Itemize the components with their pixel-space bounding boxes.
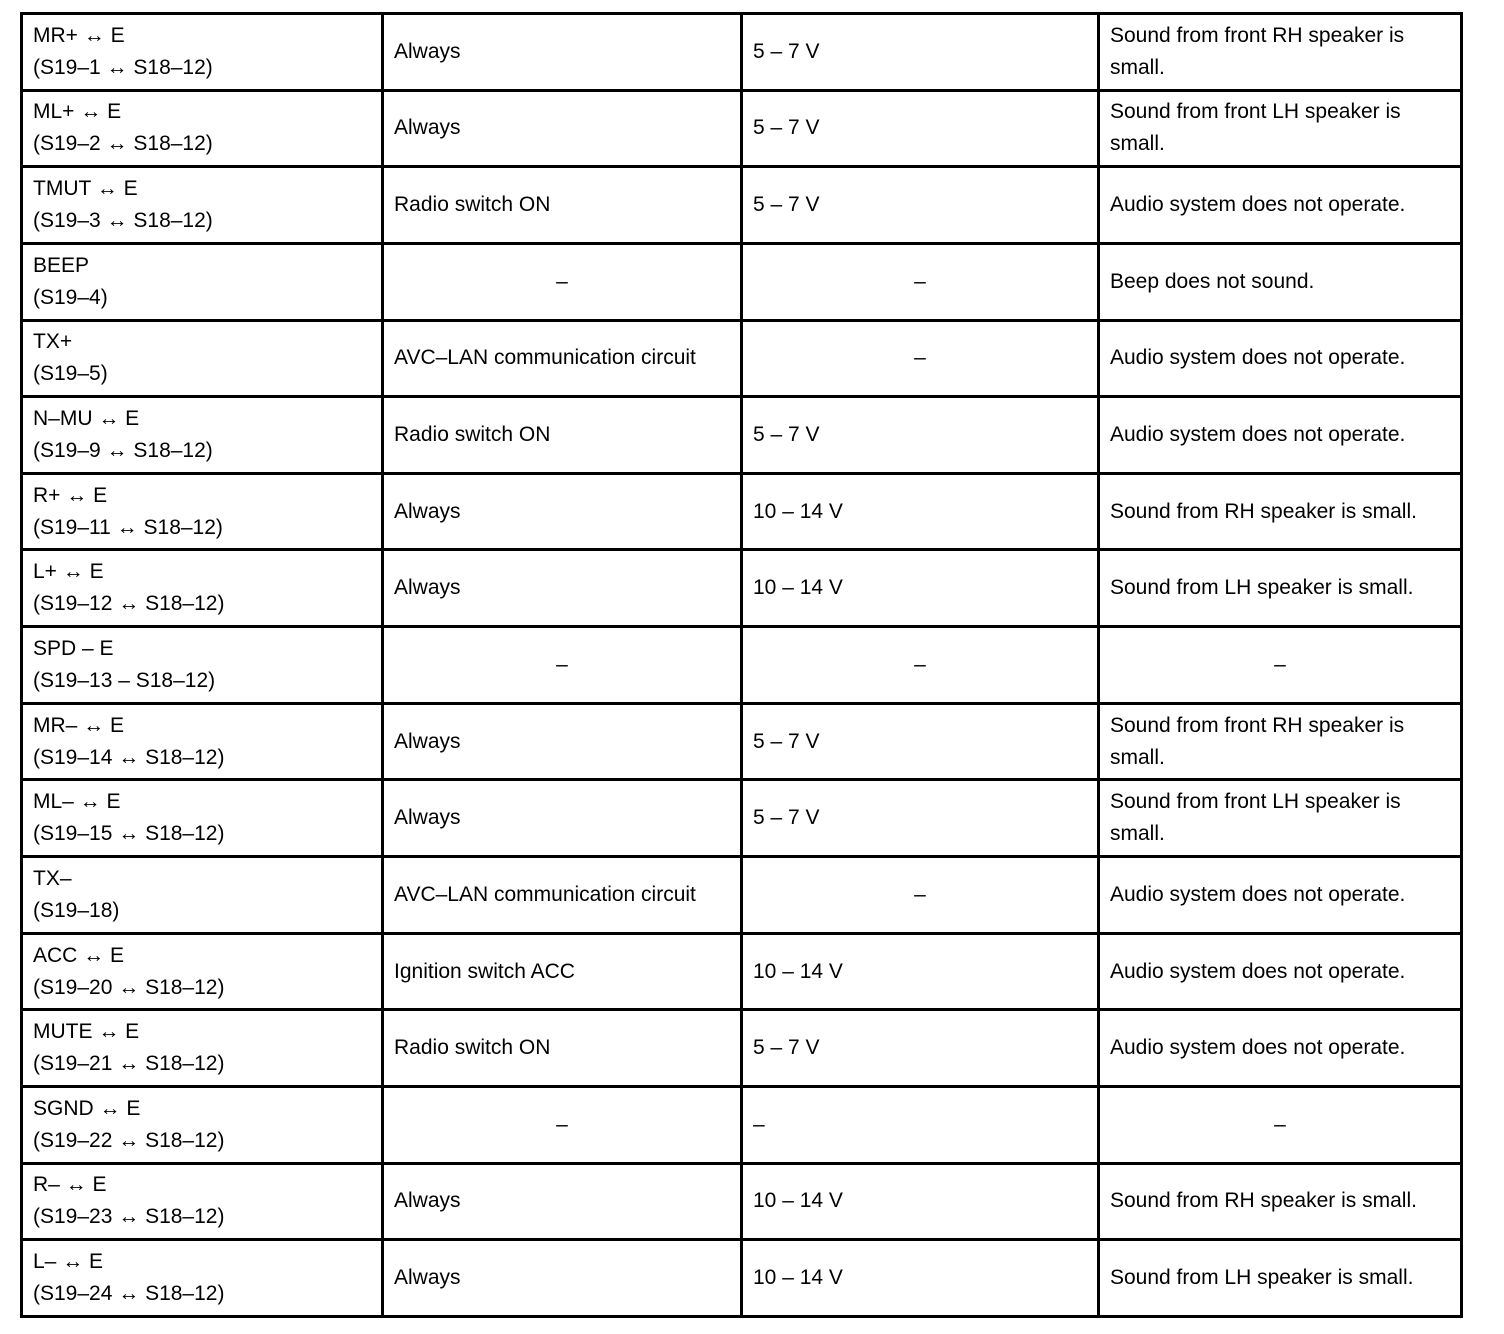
spec-cell: – <box>742 243 1099 320</box>
terminal-cell <box>22 473 383 550</box>
condition-cell: – <box>383 1086 742 1163</box>
symptom-cell: Audio system does not operate. <box>1099 320 1462 397</box>
condition-cell: Always <box>383 90 742 167</box>
symptom-cell: Sound from RH speaker is small. <box>1099 473 1462 550</box>
table-row <box>22 627 1462 704</box>
terminal-pins: (S19–23 ↔ S18–12) <box>33 1205 225 1229</box>
terminal-cell <box>22 550 383 627</box>
terminal-name: MR– ↔ E <box>33 713 125 737</box>
terminal-cell <box>22 933 383 1010</box>
table-row <box>22 1163 1462 1240</box>
symptom-cell: Sound from LH speaker is small. <box>1099 550 1462 627</box>
condition-cell: Always <box>383 780 742 857</box>
table-row <box>22 243 1462 320</box>
spec-cell: 5 – 7 V <box>742 1010 1099 1087</box>
terminal-cell <box>22 14 383 91</box>
terminal-name: SPD – E <box>33 636 114 660</box>
terminal-cell <box>22 397 383 474</box>
symptom-cell: Sound from front LH speaker is small. <box>1099 90 1462 167</box>
symptom-cell: Audio system does not operate. <box>1099 933 1462 1010</box>
symptom-cell: Sound from front RH speaker is small. <box>1099 14 1462 91</box>
terminal-pins: (S19–5) <box>33 362 108 386</box>
terminal-cell <box>22 1010 383 1087</box>
spec-cell: – <box>742 627 1099 704</box>
terminal-name: SGND ↔ E <box>33 1096 141 1120</box>
spec-cell: – <box>742 857 1099 934</box>
condition-cell: AVC–LAN communication circuit <box>383 320 742 397</box>
terminal-cell <box>22 90 383 167</box>
condition-cell: – <box>383 243 742 320</box>
terminal-name: TX– <box>33 866 72 890</box>
symptom-cell: Audio system does not operate. <box>1099 167 1462 244</box>
spec-cell: 5 – 7 V <box>742 90 1099 167</box>
terminal-cell <box>22 320 383 397</box>
terminal-name: R+ ↔ E <box>33 483 108 507</box>
terminal-name: TMUT ↔ E <box>33 177 138 201</box>
terminal-cell <box>22 243 383 320</box>
table-row <box>22 320 1462 397</box>
condition-cell: Radio switch ON <box>383 167 742 244</box>
terminal-pins: (S19–15 ↔ S18–12) <box>33 822 225 846</box>
terminal-spec-table <box>20 12 1463 1318</box>
table-row <box>22 1086 1462 1163</box>
table-row <box>22 473 1462 550</box>
condition-cell: Ignition switch ACC <box>383 933 742 1010</box>
condition-cell: Always <box>383 14 742 91</box>
spec-cell: 5 – 7 V <box>742 167 1099 244</box>
table-row <box>22 90 1462 167</box>
spec-cell: 10 – 14 V <box>742 1163 1099 1240</box>
symptom-cell: Audio system does not operate. <box>1099 857 1462 934</box>
symptom-cell: – <box>1099 1086 1462 1163</box>
terminal-pins: (S19–1 ↔ S18–12) <box>33 55 213 79</box>
terminal-name: MUTE ↔ E <box>33 1020 140 1044</box>
terminal-pins: (S19–3 ↔ S18–12) <box>33 209 213 233</box>
spec-cell: 5 – 7 V <box>742 780 1099 857</box>
table-row <box>22 703 1462 780</box>
condition-cell: Always <box>383 703 742 780</box>
table-body <box>22 14 1462 1317</box>
symptom-cell: Audio system does not operate. <box>1099 1010 1462 1087</box>
terminal-name: MR+ ↔ E <box>33 23 125 47</box>
spec-cell: 10 – 14 V <box>742 550 1099 627</box>
condition-cell: Radio switch ON <box>383 1010 742 1087</box>
condition-cell: Always <box>383 473 742 550</box>
table-row <box>22 167 1462 244</box>
terminal-pins: (S19–21 ↔ S18–12) <box>33 1052 225 1076</box>
condition-cell: AVC–LAN communication circuit <box>383 857 742 934</box>
condition-cell: – <box>383 627 742 704</box>
table-row <box>22 933 1462 1010</box>
terminal-pins: (S19–18) <box>33 898 120 922</box>
spec-cell: 5 – 7 V <box>742 397 1099 474</box>
table-row <box>22 1240 1462 1317</box>
terminal-cell <box>22 703 383 780</box>
terminal-name: R– ↔ E <box>33 1173 107 1197</box>
table-row <box>22 780 1462 857</box>
terminal-name: N–MU ↔ E <box>33 407 140 431</box>
terminal-pins: (S19–13 – S18–12) <box>33 668 216 692</box>
terminal-name: L– ↔ E <box>33 1250 104 1274</box>
spec-cell: 5 – 7 V <box>742 703 1099 780</box>
terminal-name: BEEP <box>33 253 90 277</box>
terminal-cell <box>22 167 383 244</box>
symptom-cell: Sound from RH speaker is small. <box>1099 1163 1462 1240</box>
symptom-cell: Sound from front LH speaker is small. <box>1099 780 1462 857</box>
terminal-pins: (S19–20 ↔ S18–12) <box>33 975 225 999</box>
terminal-name: ML+ ↔ E <box>33 100 122 124</box>
spec-cell: 10 – 14 V <box>742 473 1099 550</box>
table-row <box>22 14 1462 91</box>
symptom-cell: Beep does not sound. <box>1099 243 1462 320</box>
terminal-name: ACC ↔ E <box>33 943 125 967</box>
terminal-pins: (S19–24 ↔ S18–12) <box>33 1282 225 1306</box>
terminal-pins: (S19–14 ↔ S18–12) <box>33 745 225 769</box>
spec-cell: – <box>742 320 1099 397</box>
terminal-cell <box>22 1240 383 1317</box>
condition-cell: Always <box>383 550 742 627</box>
table-row <box>22 1010 1462 1087</box>
table-row <box>22 550 1462 627</box>
terminal-pins: (S19–22 ↔ S18–12) <box>33 1128 225 1152</box>
terminal-pins: (S19–4) <box>33 285 108 309</box>
table-row <box>22 397 1462 474</box>
symptom-cell: Sound from front RH speaker is small. <box>1099 703 1462 780</box>
terminal-pins: (S19–9 ↔ S18–12) <box>33 439 213 463</box>
terminal-name: TX+ <box>33 330 73 354</box>
symptom-cell: Audio system does not operate. <box>1099 397 1462 474</box>
terminal-name: L+ ↔ E <box>33 560 104 584</box>
terminal-pins: (S19–2 ↔ S18–12) <box>33 132 213 156</box>
terminal-name: ML– ↔ E <box>33 790 121 814</box>
terminal-pins: (S19–11 ↔ S18–12) <box>33 515 223 539</box>
table-row <box>22 857 1462 934</box>
terminal-cell <box>22 1086 383 1163</box>
terminal-pins: (S19–12 ↔ S18–12) <box>33 592 225 616</box>
spec-cell: – <box>742 1086 1099 1163</box>
terminal-cell <box>22 1163 383 1240</box>
condition-cell: Always <box>383 1240 742 1317</box>
spec-cell: 5 – 7 V <box>742 14 1099 91</box>
condition-cell: Radio switch ON <box>383 397 742 474</box>
spec-cell: 10 – 14 V <box>742 933 1099 1010</box>
terminal-cell <box>22 627 383 704</box>
spec-cell: 10 – 14 V <box>742 1240 1099 1317</box>
condition-cell: Always <box>383 1163 742 1240</box>
symptom-cell: Sound from LH speaker is small. <box>1099 1240 1462 1317</box>
symptom-cell: – <box>1099 627 1462 704</box>
terminal-cell <box>22 780 383 857</box>
terminal-cell <box>22 857 383 934</box>
